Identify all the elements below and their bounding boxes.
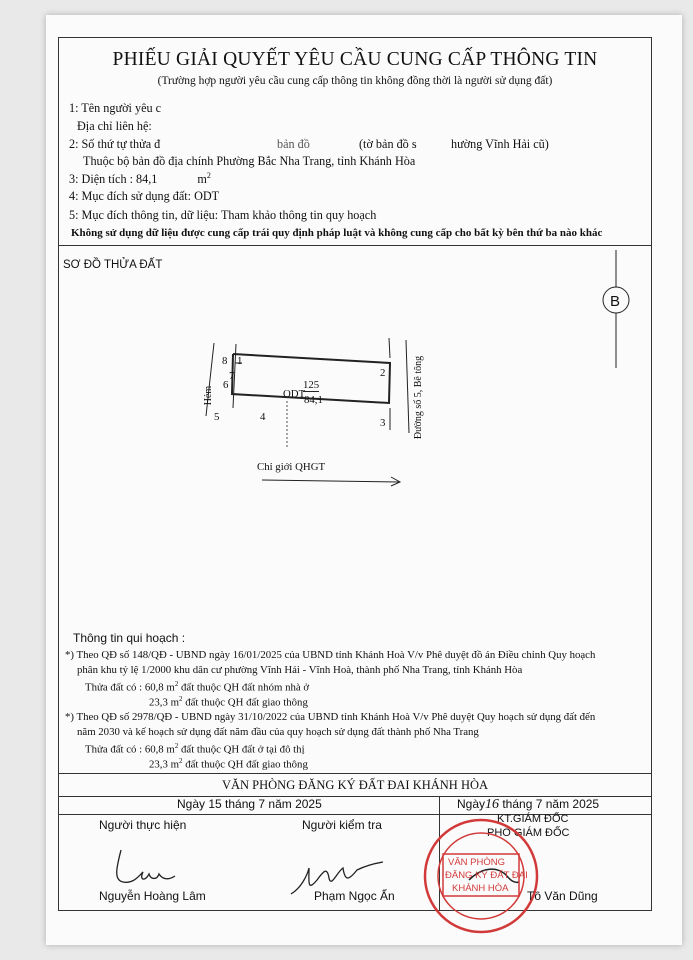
field-parcel-map: bản đồ — [277, 137, 310, 151]
road-edge-1 — [389, 338, 390, 358]
road-edge-3 — [406, 340, 409, 433]
alley-label: Hẻm — [203, 385, 215, 406]
planning-heading: Thông tin qui hoạch : — [73, 631, 186, 645]
name-checker: Phạm Ngọc Ẩn — [314, 889, 395, 903]
road-label: Đường số 5, Bê tông — [413, 355, 425, 440]
role-deputy-director: PHÓ GIÁM ĐỐC — [487, 827, 570, 839]
role-checker: Người kiểm tra — [302, 818, 382, 832]
warning-text: Không sử dụng dữ liệu được cung cấp trái quy định pháp luật và không cung cấp cho bất kỳ bên thứ ba nào khác — [71, 227, 603, 239]
point-label: 7 — [229, 370, 235, 382]
document-sheet — [46, 15, 682, 945]
point-label: 5 — [214, 411, 220, 423]
point-label: 4 — [260, 411, 266, 423]
role-performer: Người thực hiện — [99, 818, 187, 832]
field-address: Địa chỉ liên hệ: — [77, 119, 152, 133]
document-title: PHIẾU GIẢI QUYẾT YÊU CẦU CUNG CẤP THÔNG TIN — [112, 49, 598, 70]
field-parcel-sheet: (tờ bản đồ s — [359, 137, 417, 151]
parcel-area: 84,1 — [304, 394, 323, 406]
parcel-land-type: ODT — [283, 388, 306, 400]
point-label: 6 — [223, 379, 229, 391]
boundary-line — [262, 480, 399, 482]
field-land-use: 4: Mục đích sử dụng đất: ODT — [69, 189, 220, 203]
office-name: VĂN PHÒNG ĐĂNG KÝ ĐẤT ĐAI KHÁNH HÒA — [221, 778, 489, 792]
field-info-purpose: 5: Mục đích thông tin, dữ liệu: Tham khảo thông tin quy hoạch — [69, 208, 377, 222]
parcel-diagram — [59, 248, 651, 628]
diagram-title: SƠ ĐỒ THỬA ĐẤT — [63, 259, 163, 271]
name-performer: Nguyễn Hoàng Lâm — [99, 889, 206, 903]
date-left: Ngày 15 tháng 7 năm 2025 — [177, 797, 322, 811]
field-parcel-ward: hường Vĩnh Hải cũ) — [451, 137, 549, 151]
stamp-line: KHÁNH HÒA — [452, 883, 509, 894]
date-right: Ngày16 tháng 7 năm 2025 — [457, 797, 600, 812]
point-label: 2 — [380, 367, 386, 379]
planning-line: Thửa đất có : 60,8 $m^2$ đất thuộc QH đất ở tại đô thị — [85, 742, 305, 756]
name-director: Tô Văn Dũng — [527, 889, 598, 903]
compass-letter: B — [610, 293, 621, 310]
planning-line: 23,3 $m^2$ đất thuộc QH đất giao thông — [149, 695, 308, 709]
point-label: 3 — [380, 417, 386, 429]
divider — [59, 245, 651, 246]
form-frame — [58, 37, 652, 911]
parcel-number: 125 — [303, 379, 320, 391]
planning-line: *) Theo QĐ số 148/QĐ - UBND ngày 16/01/2025 của UBND tỉnh Khánh Hoà V/v Phê duyệt đồ án Điều chỉnh Quy hoạch — [65, 649, 596, 661]
point-label: 1 — [237, 355, 243, 367]
point-label: 8 — [222, 355, 228, 367]
planning-line: phân khu tỷ lệ 1/2000 khu dân cư phường Vĩnh Hải - Vĩnh Hoà, thành phố Nha Trang, tỉnh Khánh Hòa — [77, 664, 523, 676]
field-map-set: Thuộc bộ bản đồ địa chính Phường Bắc Nha Trang, tỉnh Khánh Hòa — [83, 154, 416, 168]
field-parcel-number: 2: Số thứ tự thửa đ — [69, 137, 161, 151]
planning-line: Thửa đất có : 60,8 $m^2$ đất thuộc QH đất nhóm nhà ở — [85, 680, 310, 694]
planning-line: 23,3 $m^2$ đất thuộc QH đất giao thông — [149, 757, 308, 771]
document-subtitle: (Trường hợp người yêu cầu cung cấp thông tin không đồng thời là người sử dụng đất) — [157, 75, 553, 87]
stamp-line: ĐĂNG KÝ ĐẤT ĐAI — [445, 870, 528, 881]
field-area: 3: Diện tích : 84,1 $m^2$ — [69, 171, 211, 187]
stamp-line: VĂN PHÒNG — [448, 857, 506, 868]
planning-line: năm 2030 và kế hoạch sử dụng đất năm đầu của quy hoạch sử dụng đất thành phố Nha Trang — [77, 726, 479, 738]
planning-line: *) Theo QĐ số 2978/QĐ - UBND ngày 31/10/2022 của UBND tỉnh Khánh Hoà V/v Phê duyệt Quy hoạch sử dụng đất đến — [65, 711, 596, 723]
divider — [59, 773, 651, 774]
field-requester: 1: Tên người yêu c — [69, 101, 162, 115]
boundary-label: Chỉ giới QHGT — [257, 461, 326, 473]
role-director: KT.GIÁM ĐỐC — [497, 813, 569, 825]
